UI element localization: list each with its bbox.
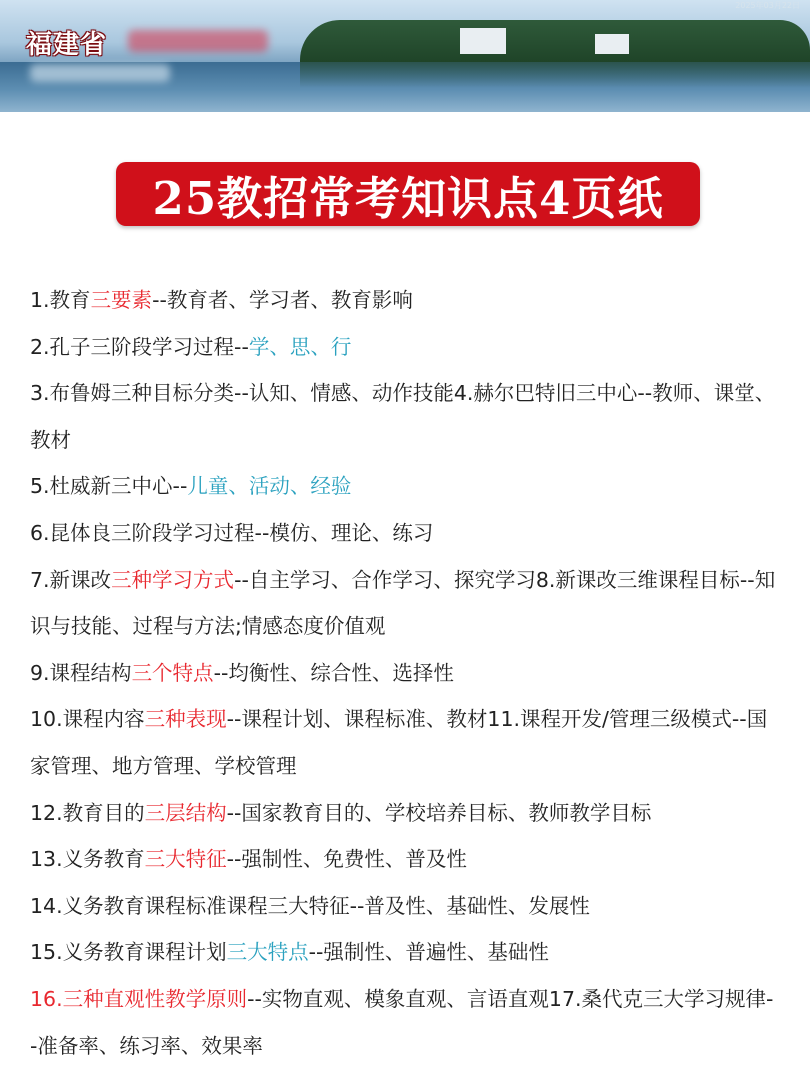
treeline-scenery: [300, 20, 810, 62]
list-item: 13.义务教育三大特征--强制性、免费性、普及性: [30, 847, 467, 872]
highlight: 三大特征: [144, 847, 227, 872]
knowledge-list: [30, 277, 780, 1069]
list-item: 1.教育三要素--教育者、学习者、教育影响: [30, 288, 413, 312]
province-label: 福建省: [26, 30, 108, 60]
highlight: 三种直观性教学原则: [62, 986, 248, 1011]
building-scenery: [460, 28, 506, 54]
list-item: 14.义务教育课程标准课程三大特征--普及性、基础性、发展性: [30, 893, 590, 918]
list-item: 10.课程内容三种表现--课程计划、课程标准、教材11.课程开发/管理三级模式--国家管理、地方管理、学校管理: [30, 707, 768, 778]
list-item: 7.新课改三种学习方式--自主学习、合作学习、探究学习8.新课改三维课程目标--知识与技能、过程与方法;情感态度价值观: [30, 567, 776, 639]
list-item: 9.课程结构三个特点--均衡性、综合性、选择性: [30, 660, 454, 685]
highlight: 三层结构: [144, 800, 227, 825]
highlight: 三个特点: [131, 660, 214, 685]
blurred-text: [128, 30, 268, 52]
building-scenery: [595, 34, 629, 54]
banner-date: 2025年03月22日: [735, 1, 800, 10]
highlight: 三种学习方式: [111, 567, 235, 592]
highlight: 儿童、活动、经验: [187, 474, 352, 499]
list-item: 6.昆体良三阶段学习过程--模仿、理论、练习: [30, 520, 434, 545]
list-item: 15.义务教育课程计划三大特点--强制性、普遍性、基础性: [30, 940, 549, 965]
highlight: 三种表现: [144, 707, 227, 732]
list-item: 2.孔子三阶段学习过程--学、思、行: [30, 334, 352, 359]
highlight: 三要素: [90, 288, 153, 312]
title-badge: [116, 162, 700, 226]
highlight: 三大特点: [226, 940, 309, 965]
lake-reflection: [300, 62, 810, 88]
header-banner: [0, 0, 810, 112]
list-item: 12.教育目的三层结构--国家教育目的、学校培养目标、教师教学目标: [30, 800, 652, 825]
list-item: 3.布鲁姆三种目标分类--认知、情感、动作技能4.赫尔巴特旧三中心--教师、课堂、教材: [30, 381, 776, 452]
list-item: 5.杜威新三中心--儿童、活动、经验: [30, 474, 352, 499]
highlight: 学、思、行: [248, 334, 352, 359]
list-item: 16.三种直观性教学原则--实物直观、模象直观、言语直观17.桑代克三大学习规律--准备率、练习率、效果率: [30, 986, 774, 1058]
blurred-text: [30, 64, 170, 82]
page-title: 25教招常考知识点4页纸: [152, 171, 664, 225]
